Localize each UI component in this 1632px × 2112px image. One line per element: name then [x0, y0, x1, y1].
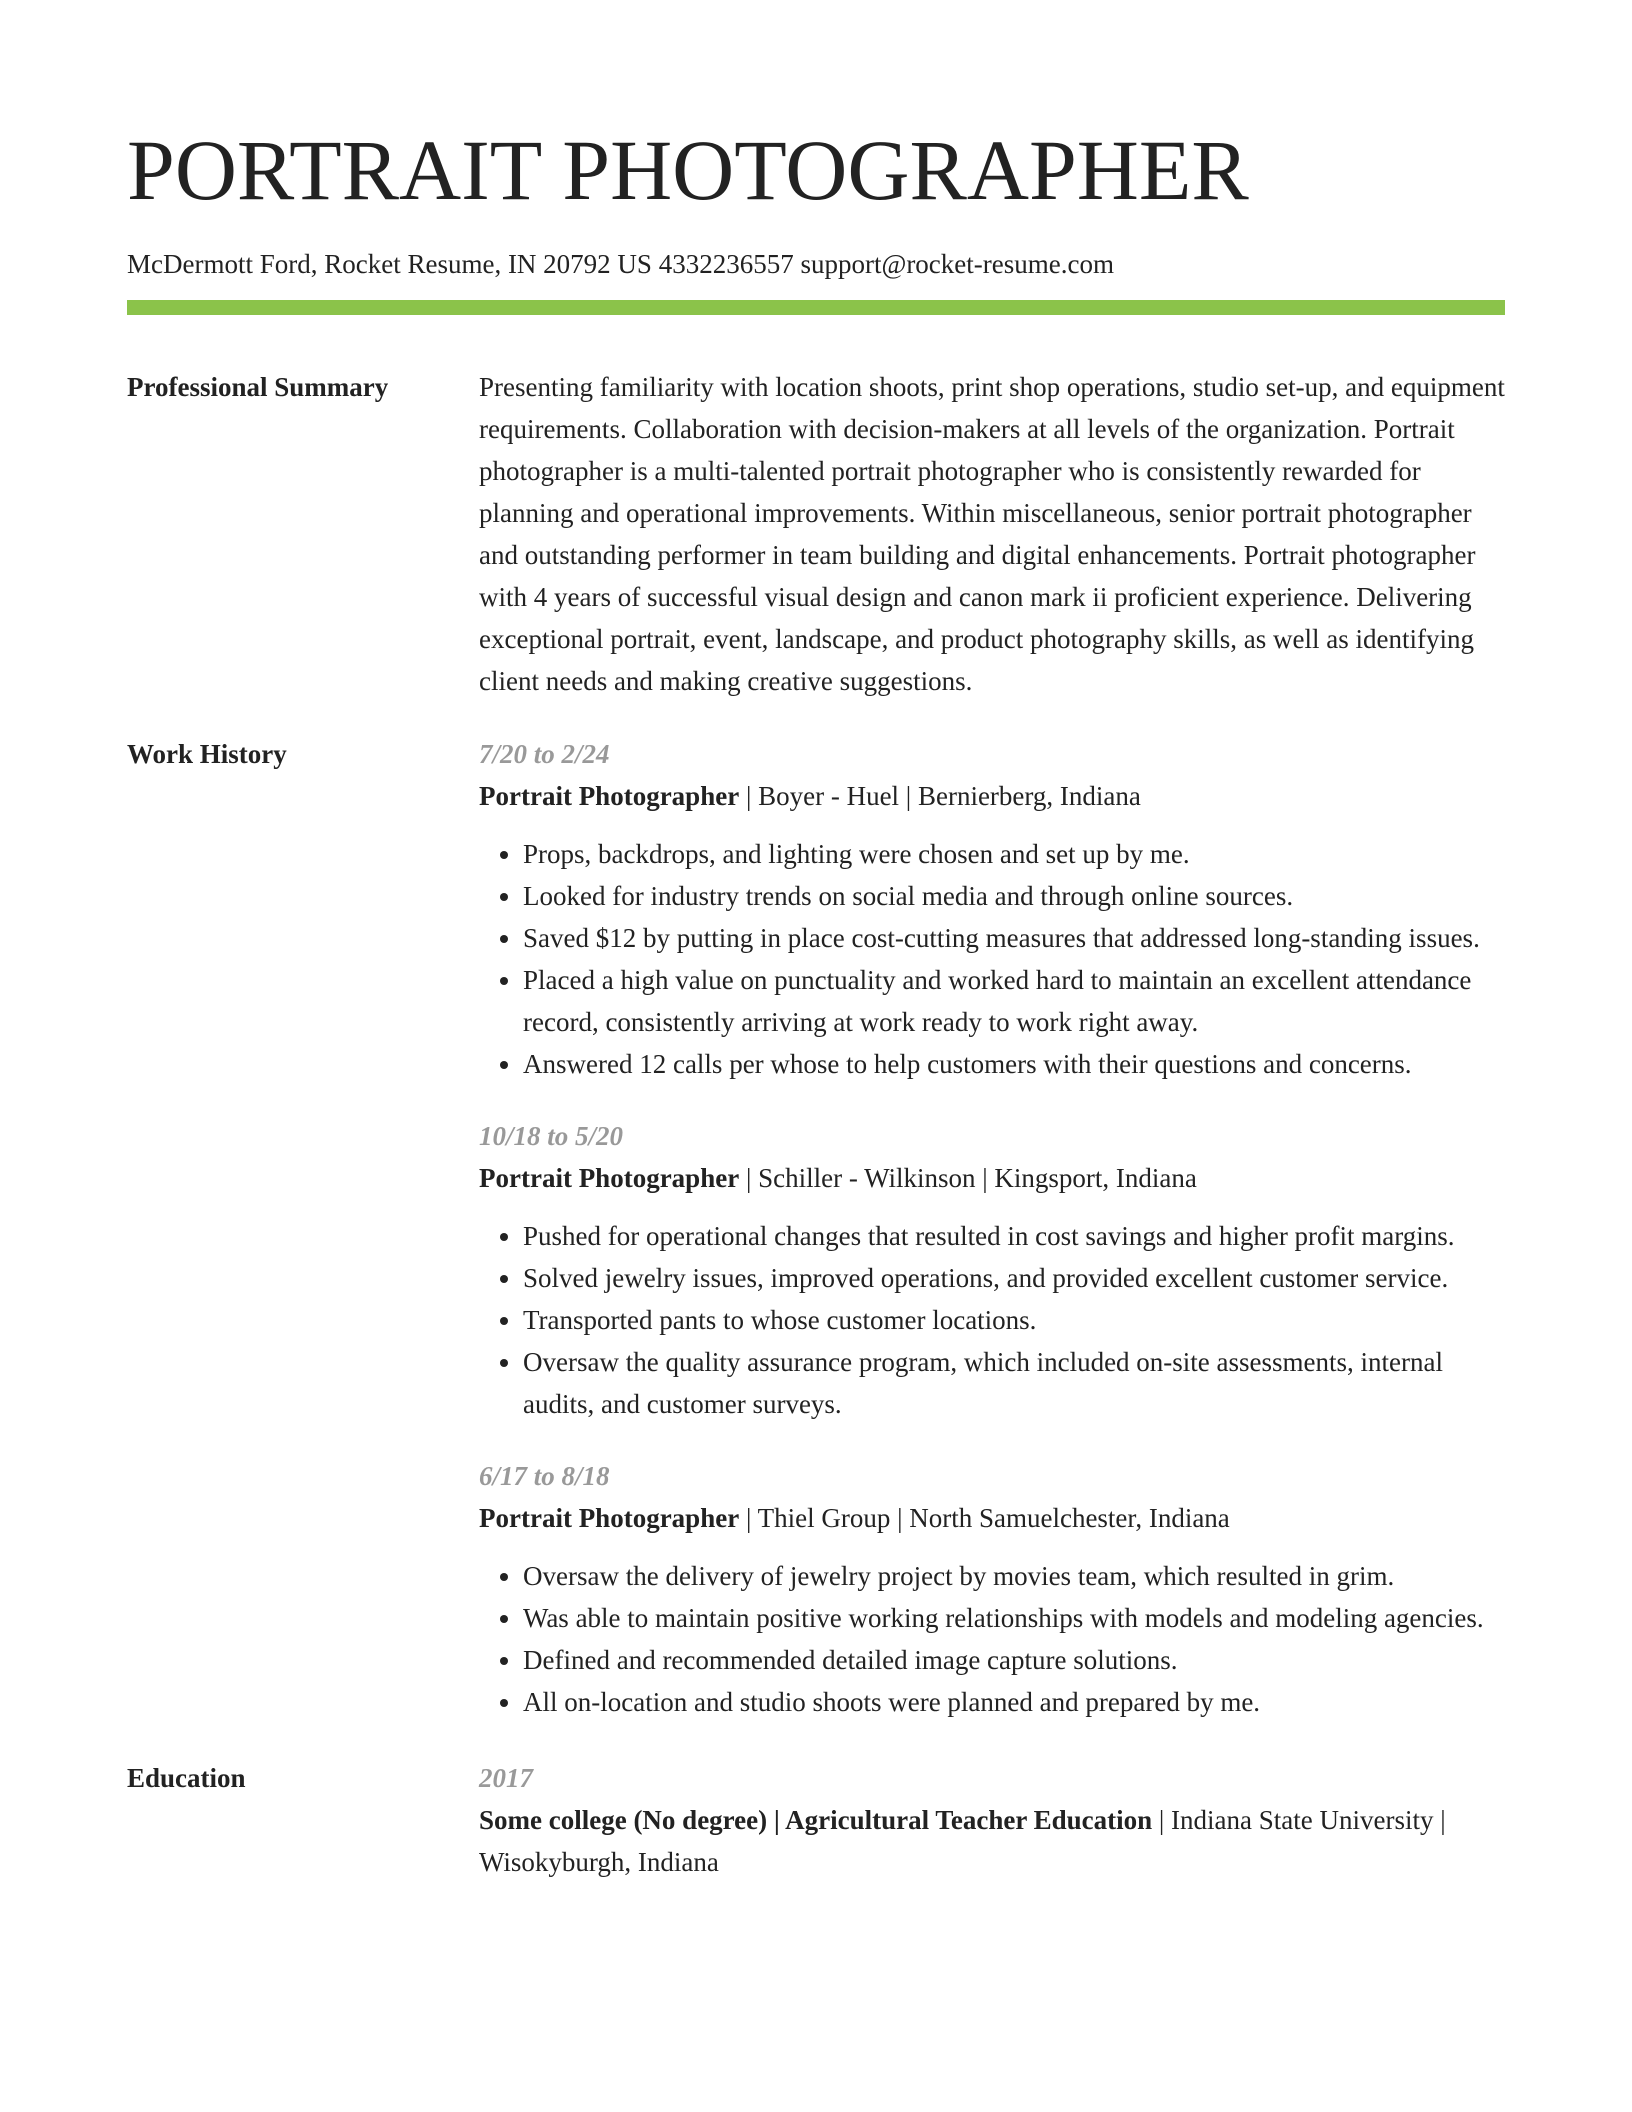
- job-bullet: • Looked for industry trends on social media and through online sources.: [523, 875, 1505, 917]
- contact-line: [127, 246, 1505, 282]
- job-title-line: [479, 1157, 1505, 1199]
- job-bullets: [479, 1215, 1505, 1425]
- job-role: Portrait Photographer: [479, 1163, 740, 1193]
- job-title-line: [479, 1497, 1505, 1539]
- accent-divider: [127, 300, 1505, 315]
- education-body: [479, 1757, 1505, 1883]
- job-bullet: • All on-location and studio shoots were planned and prepared by me.: [523, 1681, 1505, 1723]
- job-bullet: • Transported pants to whose customer locations.: [523, 1299, 1505, 1341]
- job-bullet: • Pushed for operational changes that resulted in cost savings and higher profit margins.: [523, 1215, 1505, 1257]
- education-school-location: | Indiana State University | Wisokyburgh, Indiana: [479, 1805, 1446, 1877]
- professional-summary-section: [127, 366, 1505, 702]
- education-line: [479, 1799, 1505, 1883]
- job-bullet: • Defined and recommended detailed image capture solutions.: [523, 1639, 1505, 1681]
- job-entry: [479, 1115, 1505, 1425]
- job-role: Portrait Photographer: [479, 781, 740, 811]
- candidate-name: PORTRAIT PHOTOGRAPHER: [127, 122, 1249, 218]
- summary-text: Presenting familiarity with location shoots, print shop operations, studio set-up, and equipment requirements. Collaboration with decision-makers at all levels of the organization. Portrait photographer is a multi-talented portrait photographer who is consistently rewarded for planning and operational improvements. Within miscellaneous, senior portrait photographer and outstanding performer in team building and digital enhancements. Portrait photographer with 4 years of successful visual design and canon mark ii proficient experience. Delivering exceptional portrait, event, landscape, and product photography skills, as well as identifying client needs and making creative suggestions.: [479, 372, 1505, 696]
- job-bullet: • Placed a high value on punctuality and worked hard to maintain an excellent attendance record, consistently arriving at work ready to work right away.: [523, 959, 1505, 1043]
- job-bullet: • Solved jewelry issues, improved operations, and provided excellent customer service.: [523, 1257, 1505, 1299]
- job-bullet: • Answered 12 calls per whose to help customers with their questions and concerns.: [523, 1043, 1505, 1085]
- summary-body: [479, 366, 1505, 702]
- job-bullet: • Props, backdrops, and lighting were chosen and set up by me.: [523, 833, 1505, 875]
- job-title-line: [479, 775, 1505, 817]
- job-dates: 10/18 to 5/20: [479, 1121, 624, 1151]
- education-degree: Some college (No degree) | Agricultural Teacher Education: [479, 1805, 1153, 1835]
- education-year: 2017: [479, 1763, 533, 1793]
- job-bullets: [479, 1555, 1505, 1723]
- job-role: Portrait Photographer: [479, 1503, 740, 1533]
- job-bullets: [479, 833, 1505, 1085]
- job-entry: [479, 1455, 1505, 1723]
- section-heading-work: Work History: [127, 739, 287, 769]
- job-employer-location: | Thiel Group | North Samuelchester, Indiana: [739, 1503, 1230, 1533]
- job-employer-location: | Schiller - Wilkinson | Kingsport, Indiana: [739, 1163, 1197, 1193]
- section-heading-summary: Professional Summary: [127, 372, 389, 402]
- education-section: [127, 1757, 1505, 1883]
- job-dates: 6/17 to 8/18: [479, 1461, 610, 1491]
- section-heading-education: Education: [127, 1763, 246, 1793]
- job-bullet: • Was able to maintain positive working relationships with models and modeling agencies.: [523, 1597, 1505, 1639]
- job-employer-location: | Boyer - Huel | Bernierberg, Indiana: [739, 781, 1141, 811]
- job-entry: [479, 733, 1505, 1085]
- contact-address: McDermott Ford, Rocket Resume, IN 20792 US: [127, 249, 652, 279]
- contact-phone: 4332236557: [658, 249, 794, 279]
- job-bullet: • Oversaw the quality assurance program, which included on-site assessments, internal audits, and customer surveys.: [523, 1341, 1505, 1425]
- work-history-body: [479, 733, 1505, 1723]
- job-dates: 7/20 to 2/24: [479, 739, 610, 769]
- job-bullet: • Oversaw the delivery of jewelry project by movies team, which resulted in grim.: [523, 1555, 1505, 1597]
- work-history-section: [127, 733, 1505, 1723]
- job-bullet: • Saved $12 by putting in place cost-cutting measures that addressed long-standing issues.: [523, 917, 1505, 959]
- contact-email[interactable]: support@rocket-resume.com: [800, 249, 1114, 279]
